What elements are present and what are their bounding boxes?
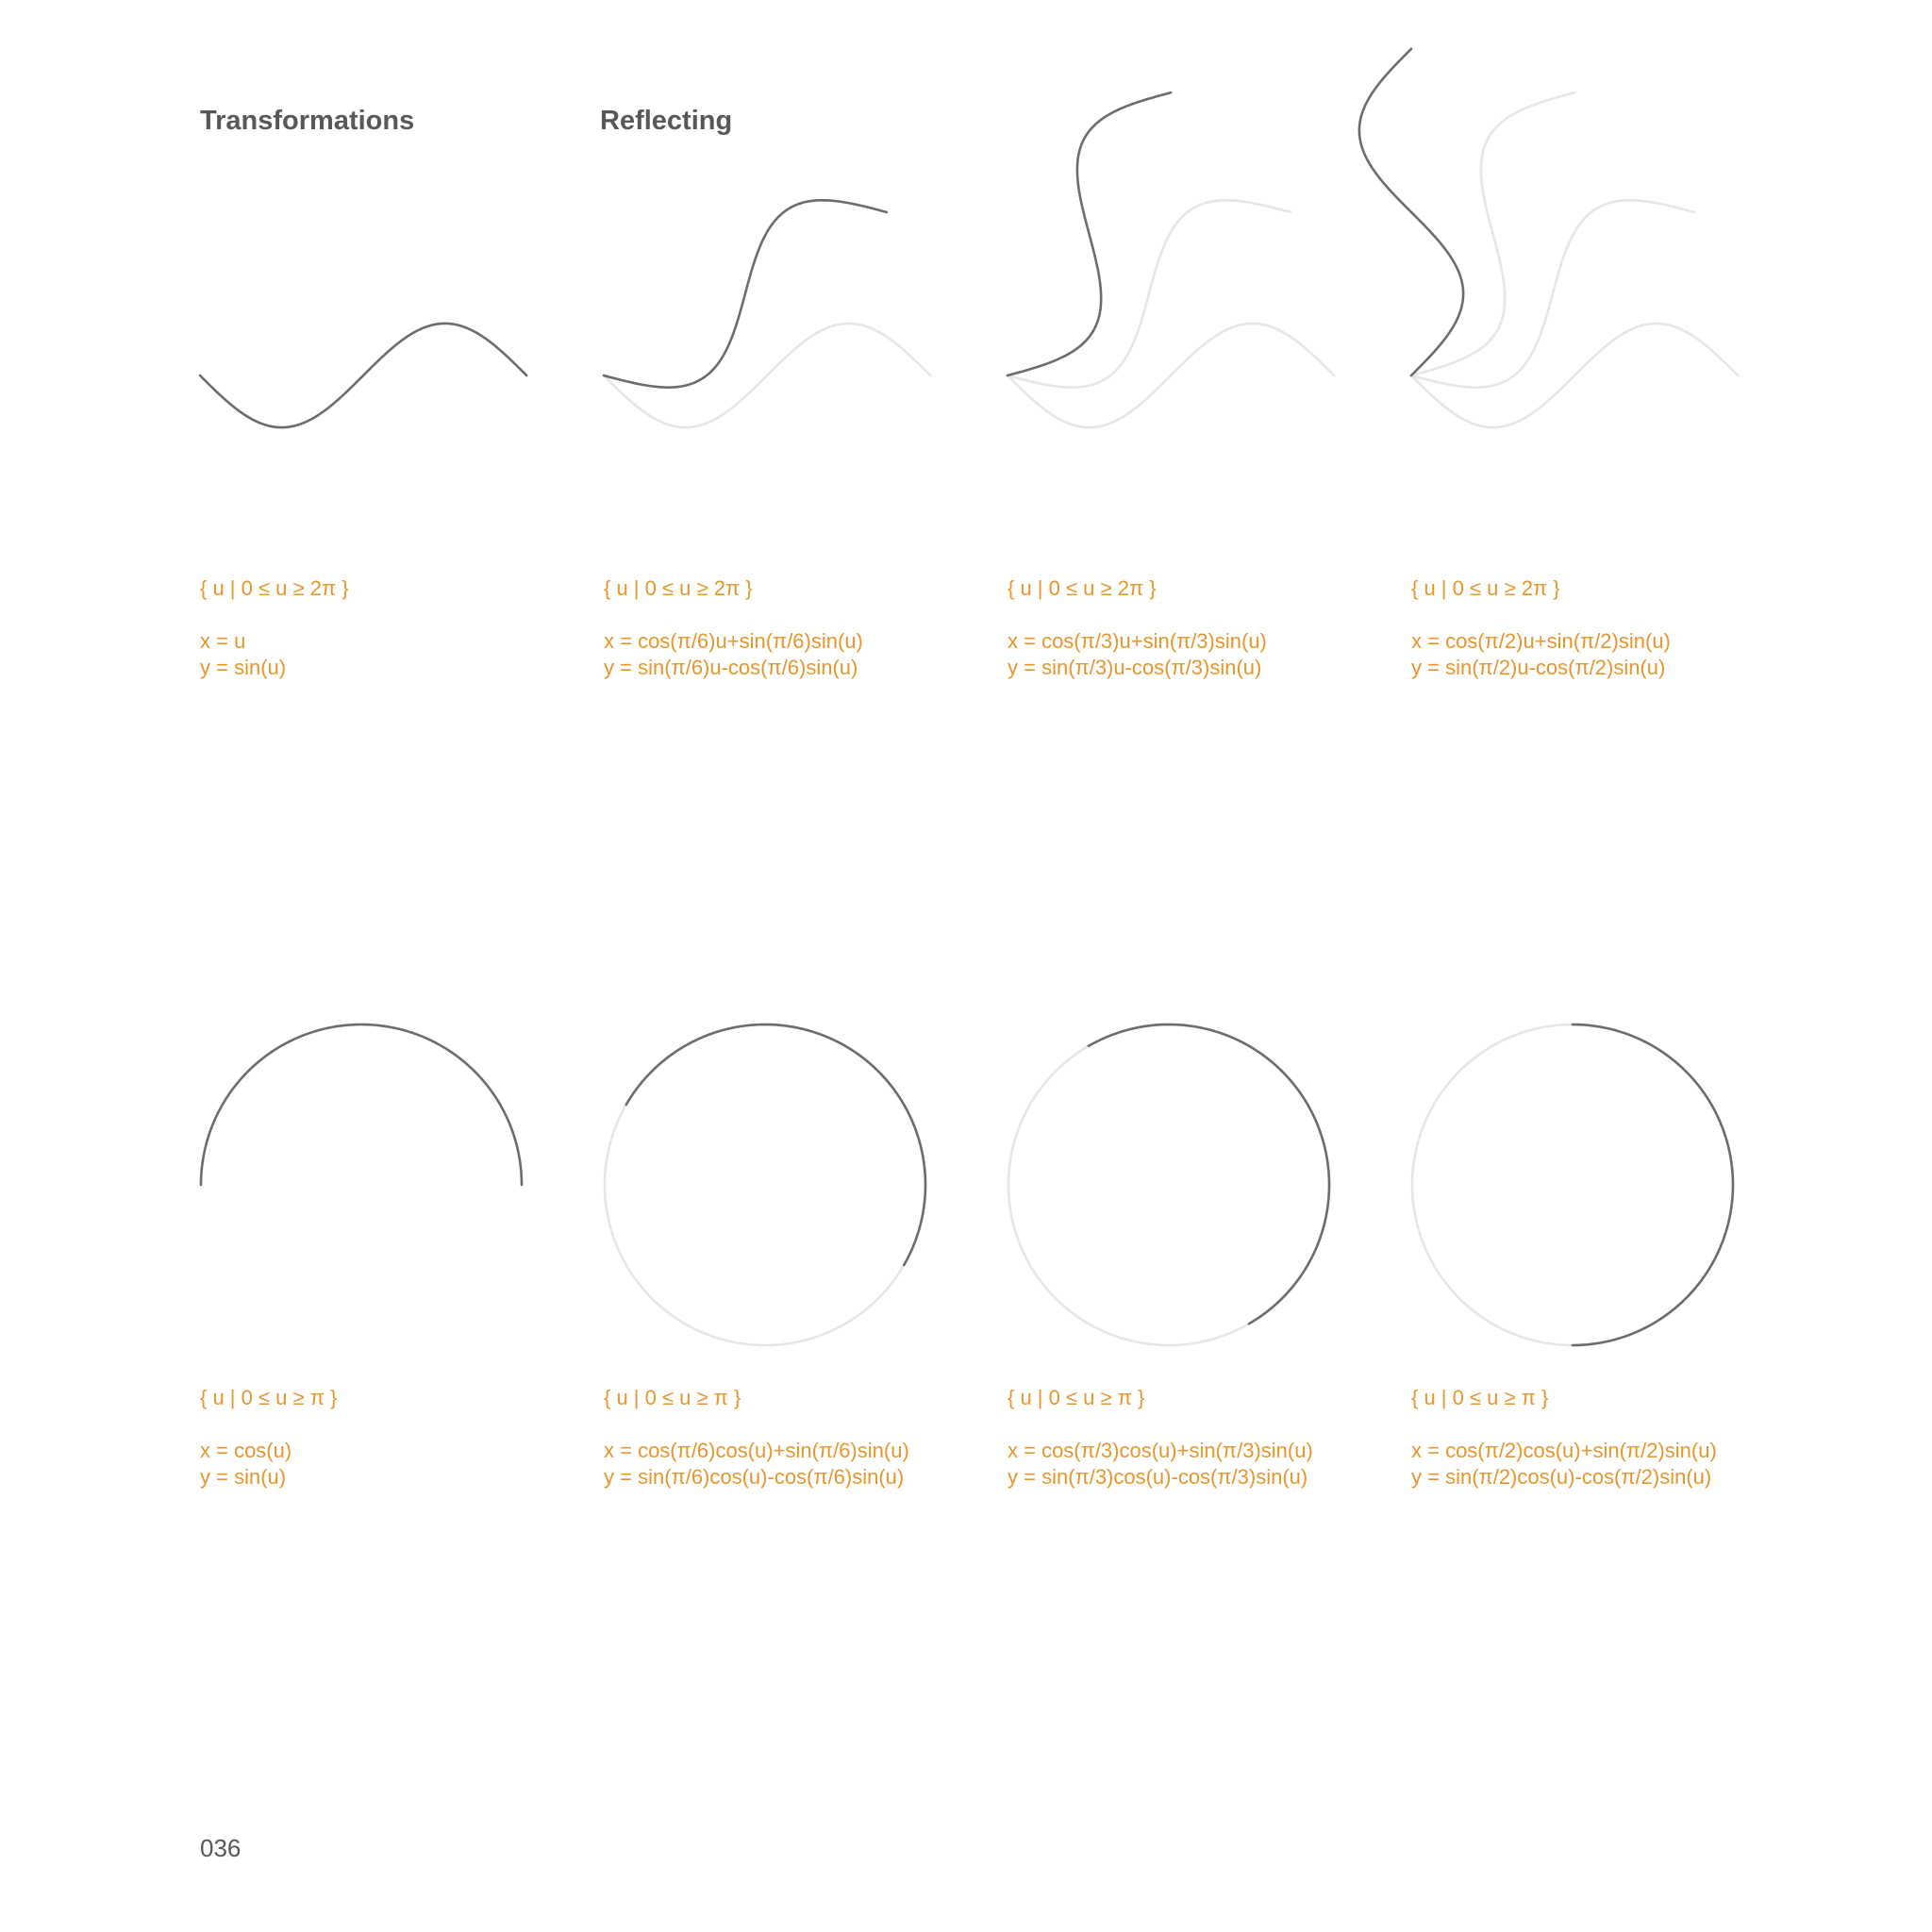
ghost-circle — [605, 1024, 925, 1345]
ghost-sine-curve — [1411, 200, 1694, 387]
y-equation: y = sin(u) — [200, 656, 287, 679]
ghost-sine-curve — [1411, 324, 1738, 427]
domain-text: { u | 0 ≤ u ≥ 2π } — [1008, 576, 1157, 600]
domain-text: { u | 0 ≤ u ≥ π } — [1411, 1386, 1549, 1409]
y-equation: y = sin(π/3)cos(u)-cos(π/3)sin(u) — [1008, 1465, 1308, 1489]
formula-block-r2-c4 — [1411, 1385, 1717, 1491]
formula-block-r1-c3 — [1008, 575, 1267, 681]
y-equation: y = sin(π/3)u-cos(π/3)sin(u) — [1008, 656, 1262, 679]
ghost-sine-curve — [1008, 324, 1334, 427]
domain-text: { u | 0 ≤ u ≥ 2π } — [200, 576, 349, 600]
section-heading: Transformations — [200, 106, 415, 136]
formula-block-r2-c1 — [200, 1385, 337, 1491]
ghost-sine-curve — [1411, 92, 1574, 375]
domain-text: { u | 0 ≤ u ≥ 2π } — [604, 576, 753, 600]
ghost-sine-curve — [604, 324, 930, 427]
reflected-semicircle — [1089, 1024, 1329, 1324]
domain-text: { u | 0 ≤ u ≥ π } — [604, 1386, 741, 1409]
reflected-semicircle — [1573, 1024, 1733, 1345]
x-equation: x = cos(π/6)u+sin(π/6)sin(u) — [604, 629, 863, 653]
reflected-semicircle — [626, 1024, 925, 1265]
reflected-sine-curve — [1008, 92, 1171, 375]
domain-text: { u | 0 ≤ u ≥ 2π } — [1411, 576, 1560, 600]
ghost-sine-curve — [1008, 200, 1291, 387]
x-equation: x = u — [200, 629, 246, 653]
reflected-semicircle — [201, 1024, 522, 1185]
formula-block-r2-c2 — [604, 1385, 909, 1491]
x-equation: x = cos(u) — [200, 1439, 292, 1462]
reflected-sine-curve — [604, 200, 887, 387]
y-equation: y = sin(π/2)cos(u)-cos(π/2)sin(u) — [1411, 1465, 1712, 1489]
x-equation: x = cos(π/2)u+sin(π/2)sin(u) — [1411, 629, 1671, 653]
x-equation: x = cos(π/6)cos(u)+sin(π/6)sin(u) — [604, 1439, 909, 1462]
formula-block-r2-c3 — [1008, 1385, 1313, 1491]
reflected-sine-curve — [1359, 49, 1463, 375]
ghost-circle — [1008, 1024, 1329, 1345]
formula-block-r1-c4 — [1411, 575, 1671, 681]
formula-block-r1-c2 — [604, 575, 863, 681]
x-equation: x = cos(π/3)cos(u)+sin(π/3)sin(u) — [1008, 1439, 1313, 1462]
y-equation: y = sin(π/6)cos(u)-cos(π/6)sin(u) — [604, 1465, 905, 1489]
y-equation: y = sin(π/2)u-cos(π/2)sin(u) — [1411, 656, 1666, 679]
x-equation: x = cos(π/3)u+sin(π/3)sin(u) — [1008, 629, 1267, 653]
x-equation: x = cos(π/2)cos(u)+sin(π/2)sin(u) — [1411, 1439, 1717, 1462]
reflected-sine-curve — [200, 324, 526, 427]
page-number: 036 — [200, 1834, 242, 1862]
domain-text: { u | 0 ≤ u ≥ π } — [1008, 1386, 1145, 1409]
ghost-circle — [1412, 1024, 1733, 1345]
formula-block-r1-c1 — [200, 575, 349, 681]
subsection-heading: Reflecting — [600, 106, 733, 136]
domain-text: { u | 0 ≤ u ≥ π } — [200, 1386, 338, 1409]
y-equation: y = sin(u) — [200, 1465, 287, 1489]
y-equation: y = sin(π/6)u-cos(π/6)sin(u) — [604, 656, 858, 679]
